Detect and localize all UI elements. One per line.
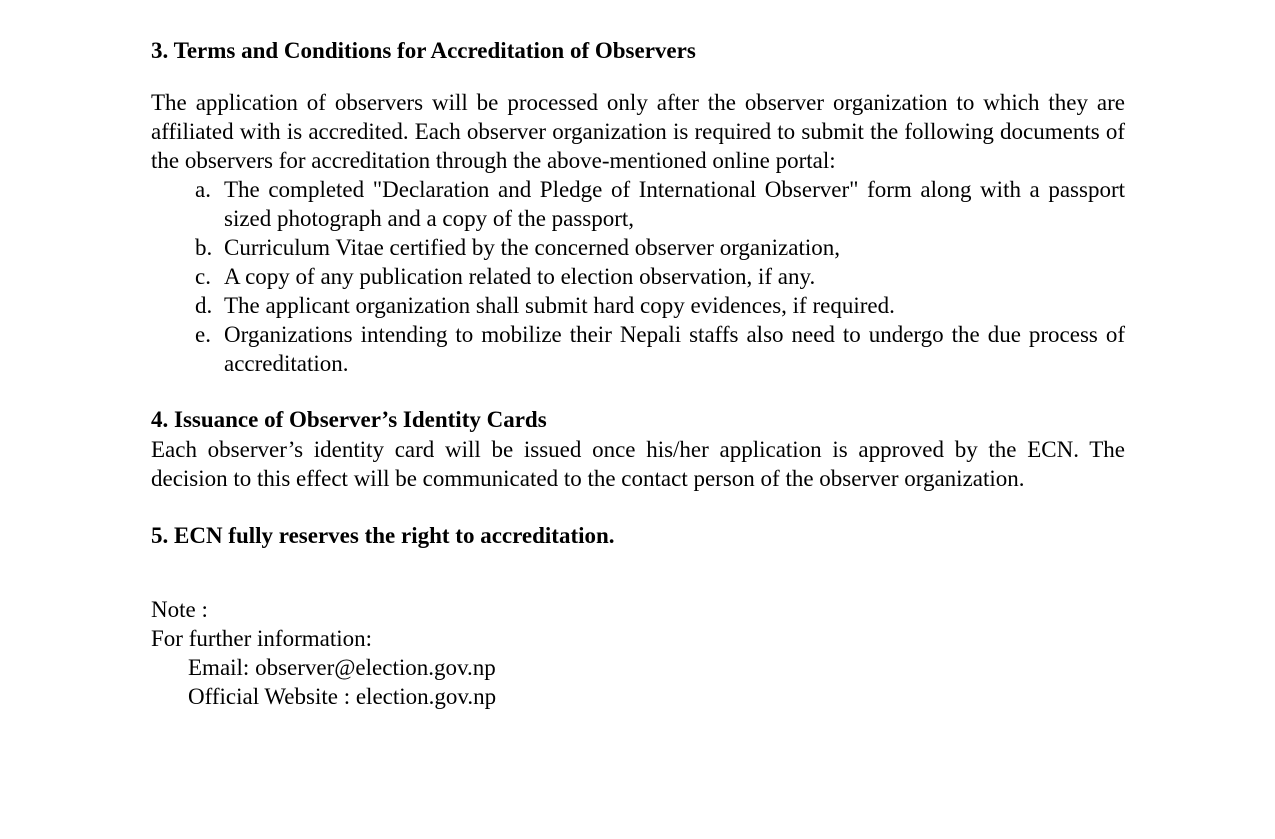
list-item: [195, 320, 1125, 378]
list-marker: a.: [195, 177, 211, 202]
further-info-label: For further information:: [151, 626, 373, 651]
list-item: [195, 233, 1125, 262]
list-marker: d.: [195, 293, 213, 318]
note-label: Note :: [151, 597, 208, 622]
list-item-text: The completed "Declaration and Pledge of International Observer" form along with a passport sized photograph and a copy of the passport,: [224, 177, 1125, 231]
list-item-text: A copy of any publication related to election observation, if any.: [224, 264, 816, 289]
contact-email: Email: observer@election.gov.np: [188, 655, 496, 680]
list-item: [195, 262, 1125, 291]
section-4-heading: 4. Issuance of Observer’s Identity Cards: [151, 407, 547, 432]
list-item-text: Organizations intending to mobilize their Nepali staffs also need to undergo the due process of accreditation.: [224, 322, 1125, 376]
list-marker: c.: [195, 264, 211, 289]
list-marker: b.: [195, 235, 213, 260]
list-item-text: The applicant organization shall submit hard copy evidences, if required.: [224, 293, 895, 318]
list-item: [195, 291, 1125, 320]
section-4-paragraph: Each observer’s identity card will be issued once his/her application is approved by the ECN. The decision to this effect will be communicated to the contact person of the observer organization.: [151, 437, 1125, 491]
section-3-heading: 3. Terms and Conditions for Accreditation of Observers: [151, 38, 696, 63]
document-page: [151, 33, 1125, 711]
list-marker: e.: [195, 322, 211, 347]
note-block: [151, 595, 1125, 711]
section-3-paragraph: The application of observers will be processed only after the observer organization to which they are affiliated with is accredited. Each observer organization is required to submit the following documents of the observers for accreditation through the above-mentioned online portal:: [151, 90, 1125, 173]
list-item: [195, 175, 1125, 233]
list-item-text: Curriculum Vitae certified by the concerned observer organization,: [224, 235, 840, 260]
required-documents-list: [151, 175, 1125, 378]
section-5-heading: 5. ECN fully reserves the right to accreditation.: [151, 523, 615, 548]
official-website: Official Website : election.gov.np: [188, 684, 497, 709]
